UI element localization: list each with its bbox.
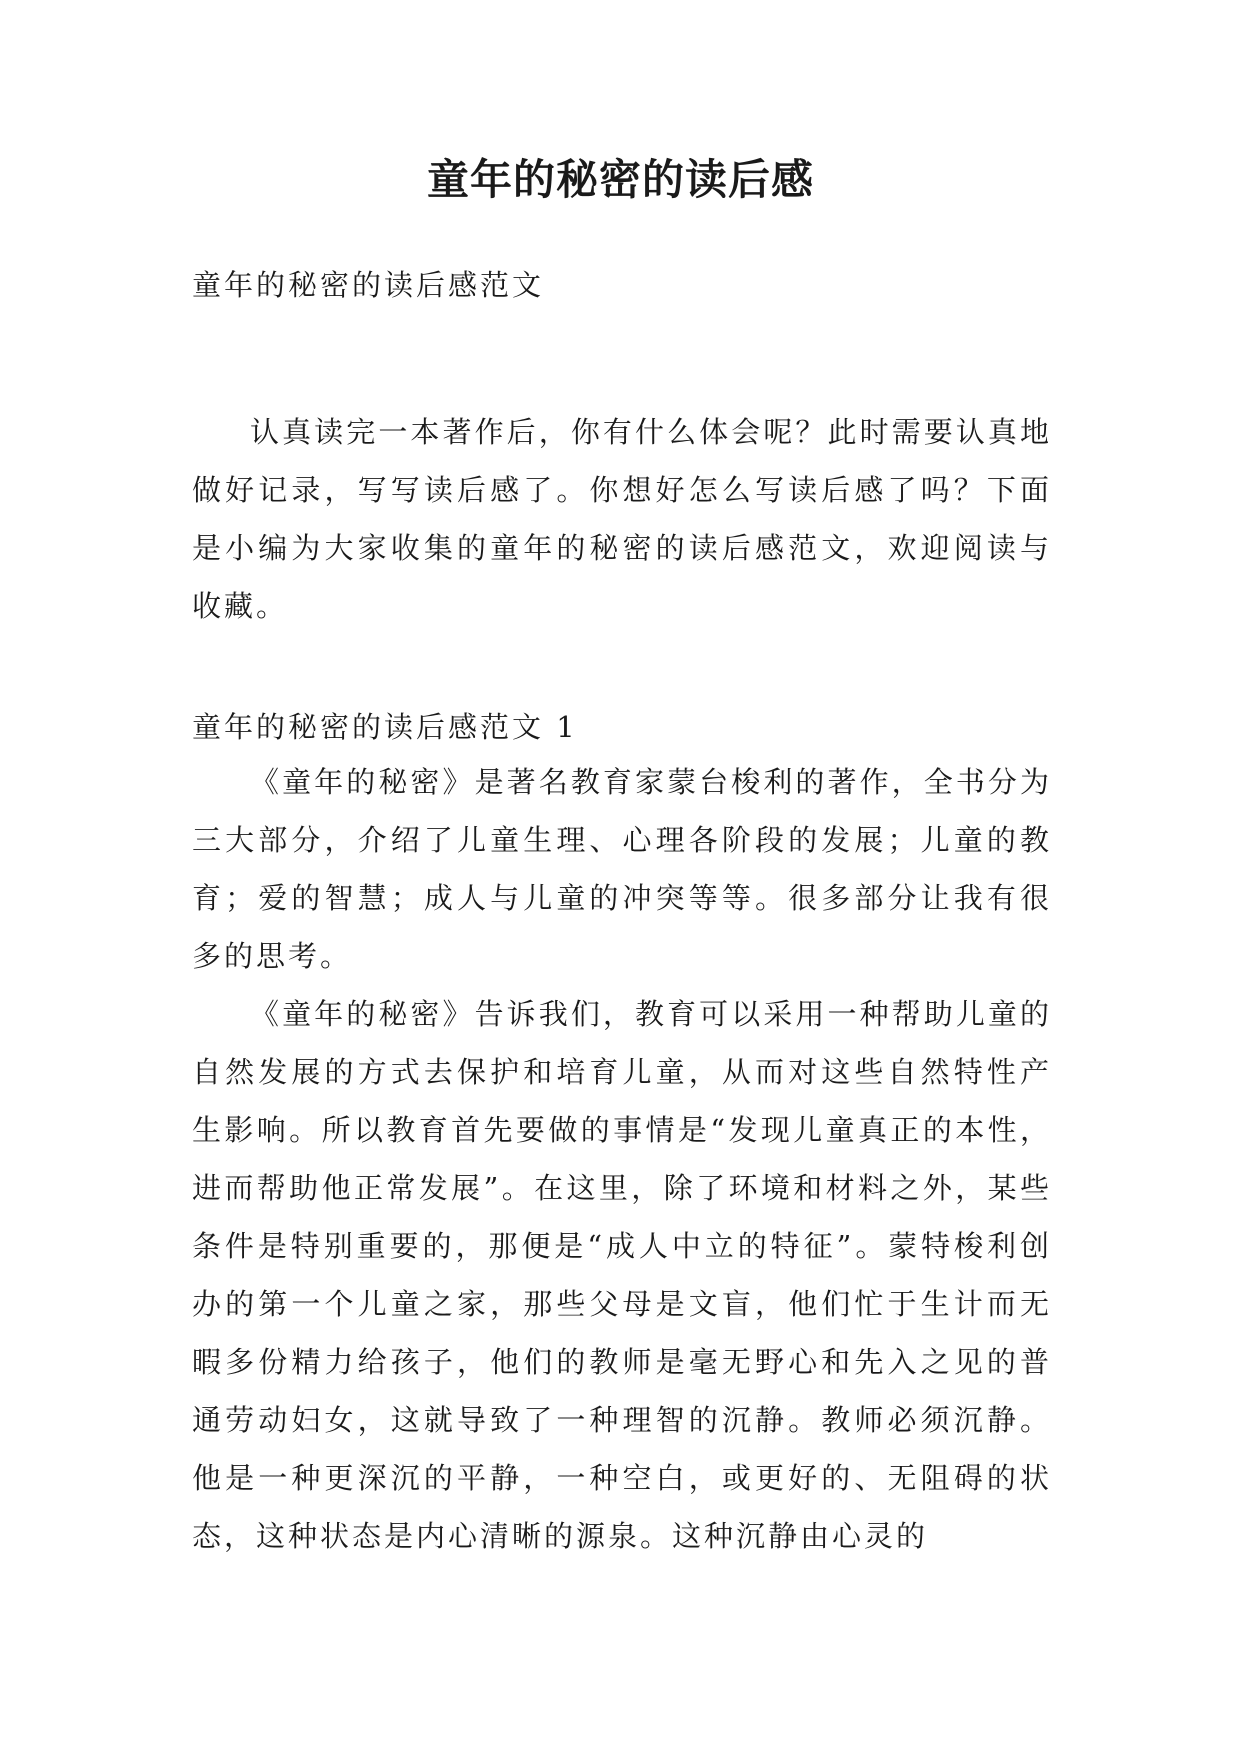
document-title: 童年的秘密的读后感 [426,155,814,204]
document-subtitle: 童年的秘密的读后感范文 [192,268,545,302]
body-paragraph: 《童年的秘密》告诉我们，教育可以采用一种帮助儿童的自然发展的方式去保护和培育儿童，从而对这些自然特性产生影响。所以教育首先要做的事情是“发现儿童真正的本性，进而帮助他正常发展”。在这里，除了环境和材料之外，某些条件是特别重要的，那便是“成人中立的特征”。蒙特梭利创办的第一个儿童之家，那些父母是文盲，他们忙于生计而无暇多份精力给孩子，他们的教师是毫无野心和先入之见的普通劳动妇女，这就导致了一种理智的沉静。教师必须沉静。他是一种更深沉的平静，一种空白，或更好的、无阻碍的状态，这种状态是内心清晰的源泉。这种沉静由心灵的 [192,997,1052,1553]
intro-paragraph: 认真读完一本著作后，你有什么体会呢？此时需要认真地做好记录，写写读后感了。你想好怎么写读后感了吗？下面是小编为大家收集的童年的秘密的读后感范文，欢迎阅读与收藏。 [192,415,1052,623]
body-paragraph: 《童年的秘密》是著名教育家蒙台梭利的著作，全书分为三大部分，介绍了儿童生理、心理各阶段的发展；儿童的教育；爱的智慧；成人与儿童的冲突等等。很多部分让我有很多的思考。 [192,765,1052,973]
section-heading: 童年的秘密的读后感范文 1 [192,710,578,744]
